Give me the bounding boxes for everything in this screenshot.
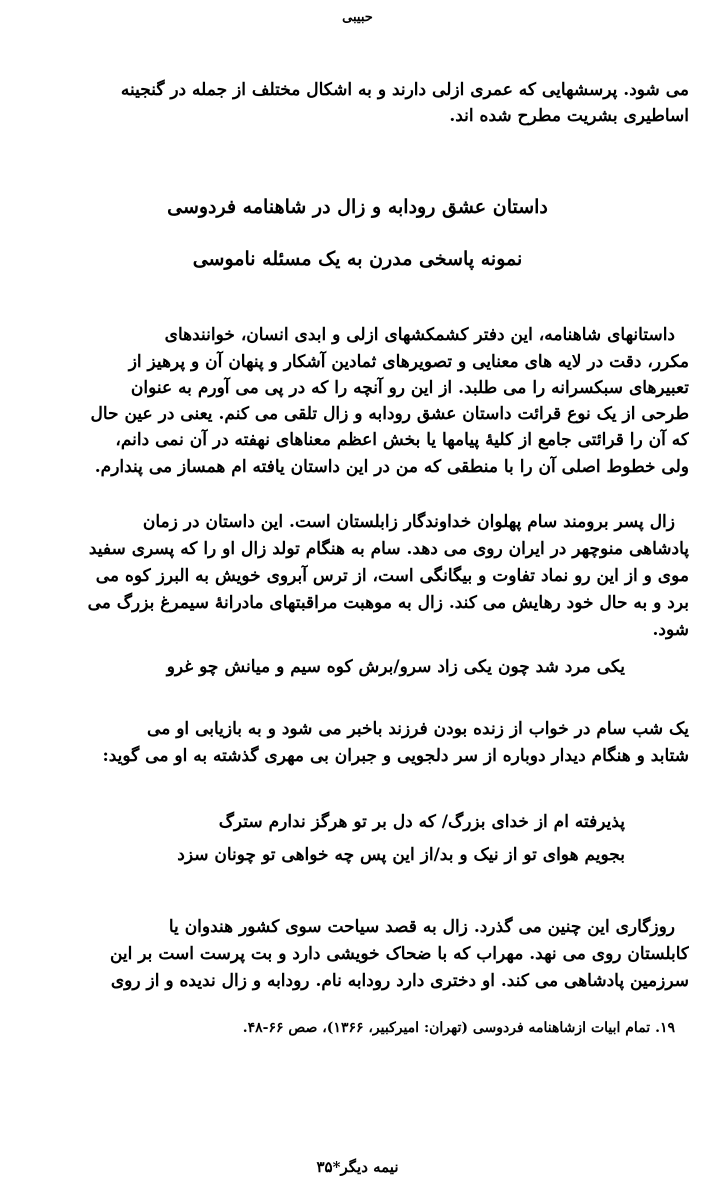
paragraph4-line-1: روزگاری این چنین می گذرد. زال به قصد سیاحت سوی کشور هندوان یا — [168, 917, 675, 937]
paragraph4-line-3: سرزمین پادشاهی می کند. او دختری دارد رودابه نام. رودابه و زال ندیده و از روی — [110, 971, 689, 991]
intro-line-2: اساطیری بشریت مطرح شده اند. — [449, 106, 689, 126]
footnote: ۱۹. تمام ابیات ازشاهنامه فردوسی (تهران: امیرکبیر، ۱۳۶۶)، صص ۶۶-۴۸. — [242, 1020, 675, 1036]
paragraph1-line-4: طرحی از یک نوع قرائت داستان عشق رودابه و زال تلقی می کنم. یعنی در عین حال — [90, 404, 689, 424]
page-footer: نیمه دیگر*۳۵ — [316, 1158, 399, 1176]
paragraph3-line-2: شتابد و هنگام دیدار دوباره از سر دلجویی و جبران بی مهری گذشته به او می گوید: — [102, 746, 689, 766]
verse-1: یکی مرد شد چون یکی زاد سرو/برش کوه سیم و میانش چو غرو — [166, 657, 625, 677]
intro-line-1: می شود. پرسشهایی که عمری ازلی دارند و به اشکال مختلف از جمله در گنجینه — [120, 80, 689, 100]
paragraph2-line-3: موی و از این رو نماد تفاوت و بیگانگی است، از ترس آبروی خویش به البرز کوه می — [95, 566, 689, 586]
verse-2-line-2: بجویم هوای تو از نیک و بد/از این پس چه خواهی تو چونان سزد — [177, 845, 625, 865]
paragraph2-line-1: زال پسر برومند سام پهلوان خداوندگار زابلستان است. این داستان در زمان — [142, 512, 675, 532]
paragraph1-line-5: که آن را قرائتی جامع از کلیهٔ پیامها یا بخش اعظم معناهای نهفته در آن نمی دانم، — [115, 430, 689, 450]
paragraph1-line-2: مکرر، دقت در لایه های معنایی و تصویرهای ثمادین آشکار و پنهان آن و پرهیز از — [128, 352, 689, 372]
verse-2-line-1: پذیرفته ام از خدای بزرگ/ که دل بر تو هرگز ندارم سترگ — [218, 812, 625, 832]
paragraph1-line-1: داستانهای شاهنامه، این دفتر کشمکشهای ازلی و ابدی انسان، خوانندهای — [164, 325, 675, 345]
running-head: حبیبی — [342, 10, 373, 25]
section-subtitle: نمونه پاسخی مدرن به یک مسئله ناموسی — [192, 248, 523, 270]
paragraph2-line-4: برد و به حال خود رهایش می کند. زال به موهبت مراقبتهای مادرانهٔ سیمرغ بزرگ می — [87, 593, 689, 613]
paragraph3-line-1: یک شب سام در خواب از زنده بودن فرزند باخبر می شود و به بازیابی او می — [147, 719, 689, 739]
paragraph2-line-5: شود. — [652, 620, 689, 640]
paragraph1-line-6: ولی خطوط اصلی آن را با منطقی که من در این داستان یافته ام همساز می پندارم. — [94, 457, 689, 477]
paragraph4-line-2: کابلستان روی می نهد. مهراب که با ضحاک خویشی دارد و بت پرست است بر این — [109, 944, 689, 964]
paragraph2-line-2: پادشاهی منوچهر در ایران روی می دهد. سام به هنگام تولد زال او را که پسری سفید — [88, 539, 689, 559]
paragraph1-line-3: تعبیرهای سبکسرانه را می طلبد. از این رو آنچه را که در پی می آورم به عنوان — [130, 378, 689, 398]
section-title: داستان عشق رودابه و زال در شاهنامه فردوسی — [167, 196, 548, 218]
